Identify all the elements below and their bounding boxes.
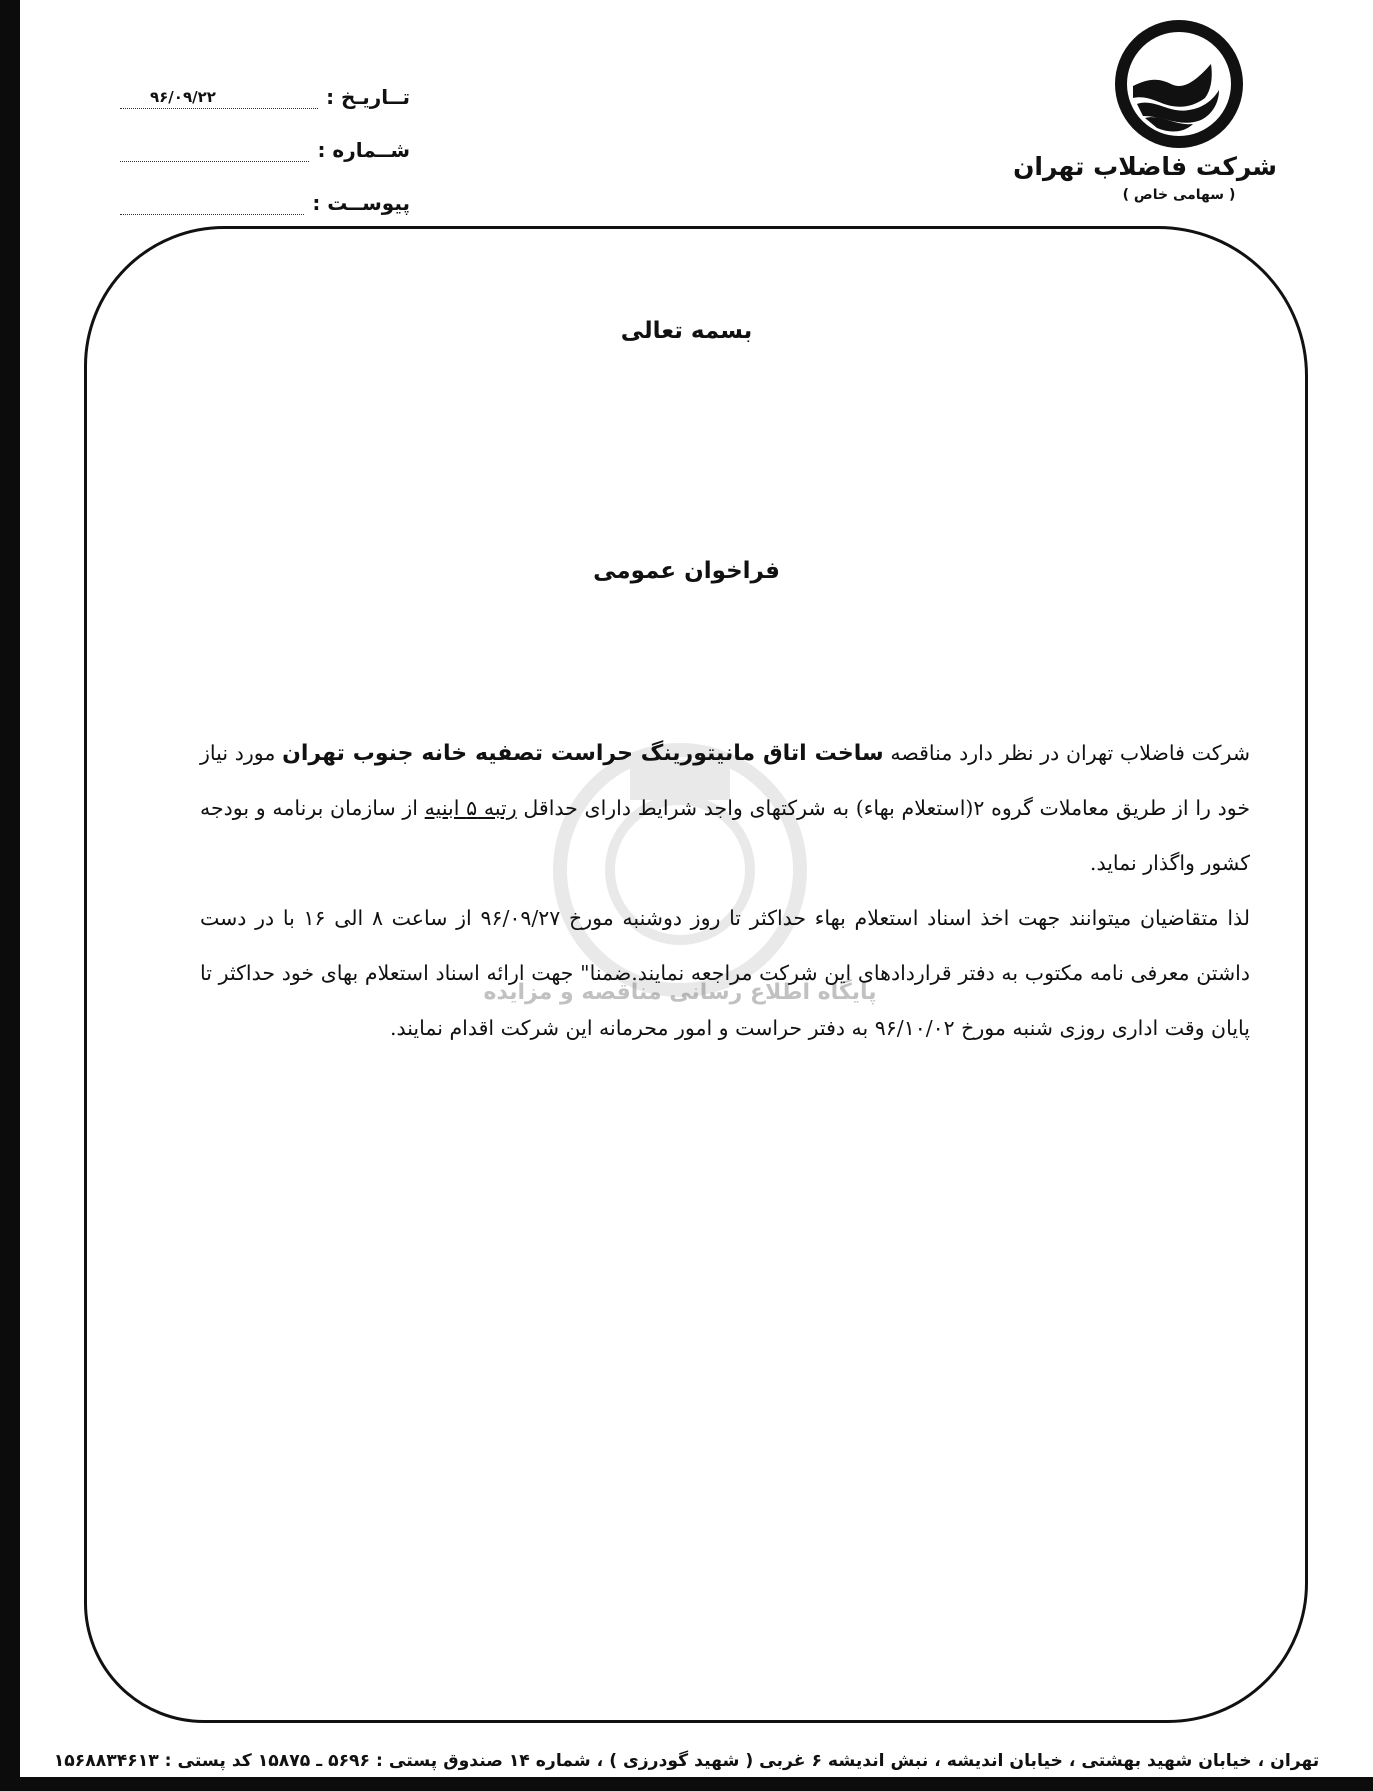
letter-meta <box>120 56 410 215</box>
company-logo-icon <box>1115 20 1243 148</box>
scan-edge-left <box>0 0 20 1791</box>
p1-text-a: شرکت فاضلاب تهران در نظر دارد مناقصه <box>883 741 1251 765</box>
company-name: شرکت فاضلاب تهران <box>1013 152 1277 181</box>
company-type: ( سهامی خاص ) <box>1122 187 1236 203</box>
p1-text-b: مورد نیاز خود را از طریق معاملات گروه ۲(استعلام بهاء) به شرکتهای واجد شرایط دارای حداقل <box>200 741 1251 820</box>
attachment-line <box>120 192 304 215</box>
number-line <box>120 139 309 162</box>
number-row <box>120 109 410 162</box>
required-rank: رتبه ۵ ابنیه <box>424 796 517 820</box>
watermark-text: پایگاه اطلاع رسانی مناقصه و مزایده <box>483 980 877 1005</box>
basmala-heading: بسمه تعالی <box>620 318 753 344</box>
number-label: شــماره : <box>317 138 410 162</box>
project-title: ساخت اتاق مانیتورینگ حراست تصفیه خانه جنوب تهران <box>282 741 884 766</box>
date-value: ۹۶/۰۹/۲۲ <box>150 88 216 106</box>
date-line <box>120 86 318 109</box>
scan-edge-bottom <box>0 1777 1373 1791</box>
paragraph-1 <box>200 726 1250 891</box>
paragraph-2: لذا متقاضیان میتوانند جهت اخذ اسناد استعلام بهاء حداکثر تا روز دوشنبه مورخ ۹۶/۰۹/۲۷ از ساعت ۸ الی ۱۶ با در دست داشتن معرفی نامه مکتوب به دفتر قراردادهای این شرکت مراجعه نمایند.ضمنا" جهت ارائه اسناد استعلام بهای خود حداکثر تا پایان وقت اداری روزی شنبه مورخ ۹۶/۱۰/۰۲ به دفتر حراست و امور محرمانه این شرکت اقدام نمایند. <box>200 906 1251 1040</box>
announcement-body <box>200 726 1250 1056</box>
date-label: تــاریـخ : <box>326 85 410 109</box>
company-letterhead <box>1013 20 1277 203</box>
page-title: فراخوان عمومی <box>593 558 780 584</box>
p1-text-c: از سازمان برنامه و بودجه کشور واگذار نماید. <box>200 796 1250 875</box>
attachment-row <box>120 162 410 215</box>
attachment-label: پیوســت : <box>312 191 410 215</box>
footer-address: تهران ، خیابان شهید بهشتی ، خیابان اندیشه ، نبش اندیشه ۶ غربی ( شهید گودرزی ) ، شماره ۱۴ صندوق پستی : ۵۶۹۶ ـ ۱۵۸۷۵ کد پستی : ۱۵۶۸۸۳۴۶۱۳ <box>53 1751 1320 1771</box>
date-row <box>120 56 410 109</box>
